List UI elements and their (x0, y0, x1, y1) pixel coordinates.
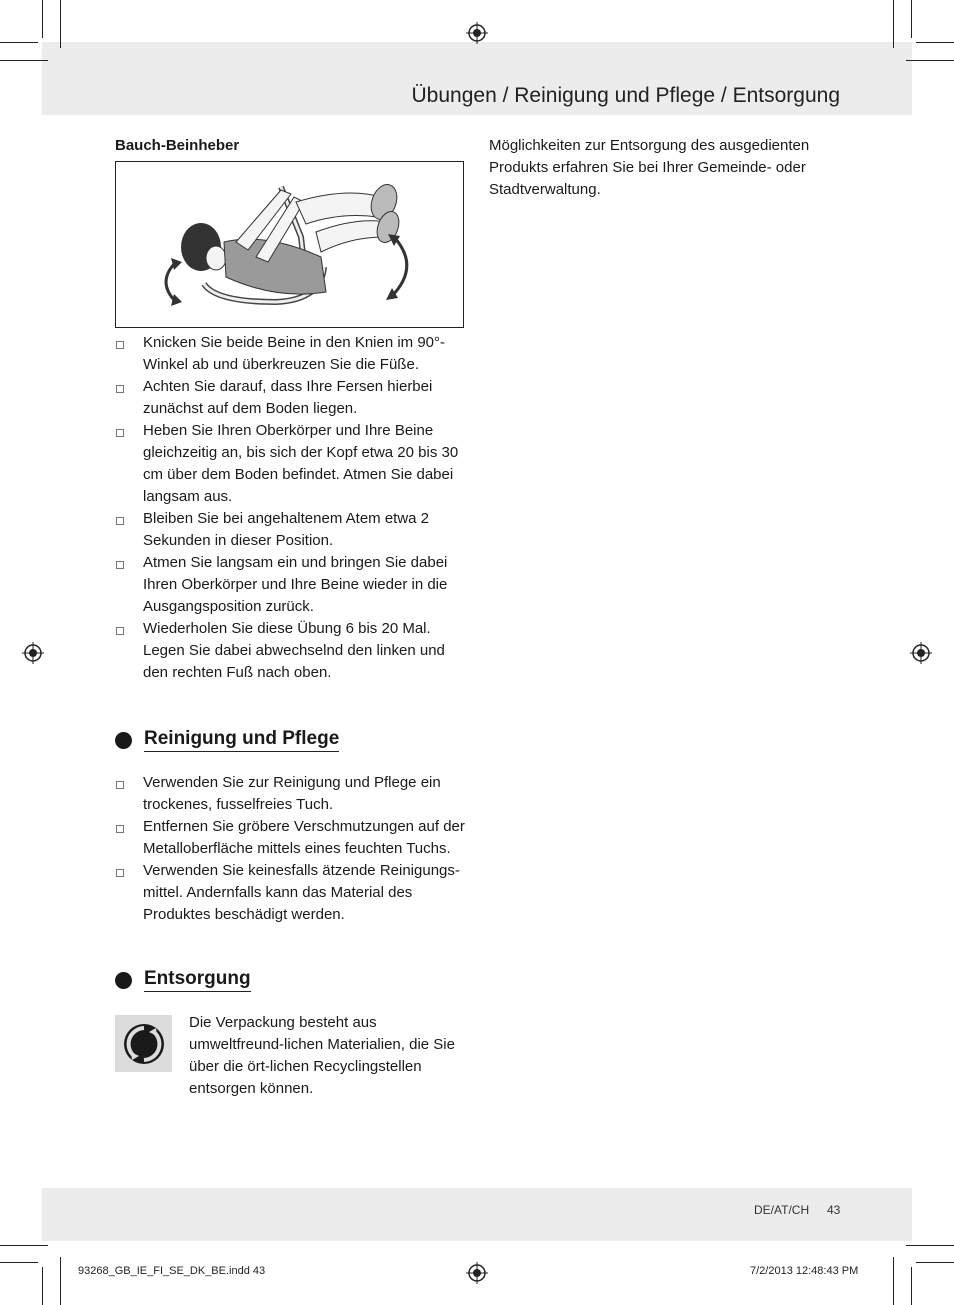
municipality-text: Möglichkeiten zur Entsorgung des ausgedienten Produkts erfahren Sie bei Ihrer Gemeinde- oder Stadtverwaltung. (489, 137, 810, 198)
recycle-icon-box (115, 1015, 172, 1072)
list-item: Atmen Sie langsam ein und bringen Sie dabei Ihren Oberkörper und Ihre Beine wieder in die Ausgangsposition zurück. (115, 552, 467, 618)
disposal-heading-text: Entsorgung (144, 968, 251, 992)
page-number: 43 (827, 1203, 841, 1217)
crop-mark (60, 1257, 61, 1305)
crop-mark (0, 60, 48, 61)
cleaning-heading (115, 728, 467, 752)
slug-date: 7/2/2013 12:48:43 PM (750, 1265, 859, 1277)
right-column (489, 135, 829, 201)
crop-mark (906, 1245, 954, 1246)
crop-mark (42, 0, 43, 38)
exercise-subtitle: Bauch-Beinheber (115, 137, 240, 154)
page-title: Übungen / Reinigung und Pflege / Entsorgung (411, 84, 840, 107)
bullet-dot-icon (115, 732, 132, 749)
registration-mark-icon (466, 1262, 488, 1284)
crop-mark (0, 1245, 48, 1246)
list-item: Bleiben Sie bei angehaltenem Atem etwa 2 Sekunden in dieser Position. (115, 508, 467, 552)
crop-mark (911, 1267, 912, 1305)
crop-mark (0, 42, 38, 43)
crop-mark (893, 0, 894, 48)
exercise-illustration (115, 161, 464, 328)
list-item: Verwenden Sie zur Reinigung und Pflege ein trockenes, fusselfreies Tuch. (115, 772, 467, 816)
crop-mark (906, 60, 954, 61)
recycling-green-dot-icon (122, 1022, 166, 1066)
list-item: Verwenden Sie keinesfalls ätzende Reinigungs-mittel. Andernfalls kann das Material des Produktes beschädigt werden. (115, 860, 467, 926)
crop-mark (0, 1262, 38, 1263)
cleaning-heading-text: Reinigung und Pflege (144, 728, 339, 752)
list-item: Entfernen Sie gröbere Verschmutzungen auf der Metalloberfläche mittels eines feuchten Tuchs. (115, 816, 467, 860)
exercise-steps (115, 332, 467, 684)
footer-language: DE/AT/CH (754, 1203, 810, 1217)
registration-mark-icon (22, 642, 44, 664)
list-item: Wiederholen Sie diese Übung 6 bis 20 Mal. Legen Sie dabei abwechselnd den linken und den rechten Fuß nach oben. (115, 618, 467, 684)
cleaning-list (115, 772, 467, 926)
packaging-text: Die Verpackung besteht aus umweltfreund-lichen Materialien, die Sie über die ört-lichen Recyclingstellen entsorgen können. (189, 1014, 455, 1097)
bullet-dot-icon (115, 972, 132, 989)
crop-mark (916, 1262, 954, 1263)
crop-mark (42, 1267, 43, 1305)
crop-mark (911, 0, 912, 38)
left-column (115, 135, 467, 1100)
list-item: Heben Sie Ihren Oberkörper und Ihre Beine gleichzeitig an, bis sich der Kopf etwa 20 bis 30 cm über dem Boden befindet. Atmen Sie dabei langsam aus. (115, 420, 467, 508)
disposal-heading (115, 968, 467, 992)
packaging-block (115, 1012, 467, 1100)
crop-mark (60, 0, 61, 48)
registration-mark-icon (466, 22, 488, 44)
exercise-figure-icon (116, 162, 463, 327)
list-item: Knicken Sie beide Beine in den Knien im 90°-Winkel ab und überkreuzen Sie die Füße. (115, 332, 467, 376)
slug-file: 93268_GB_IE_FI_SE_DK_BE.indd 43 (78, 1265, 266, 1277)
crop-mark (893, 1257, 894, 1305)
crop-mark (916, 42, 954, 43)
list-item: Achten Sie darauf, dass Ihre Fersen hierbei zunächst auf dem Boden liegen. (115, 376, 467, 420)
registration-mark-icon (910, 642, 932, 664)
